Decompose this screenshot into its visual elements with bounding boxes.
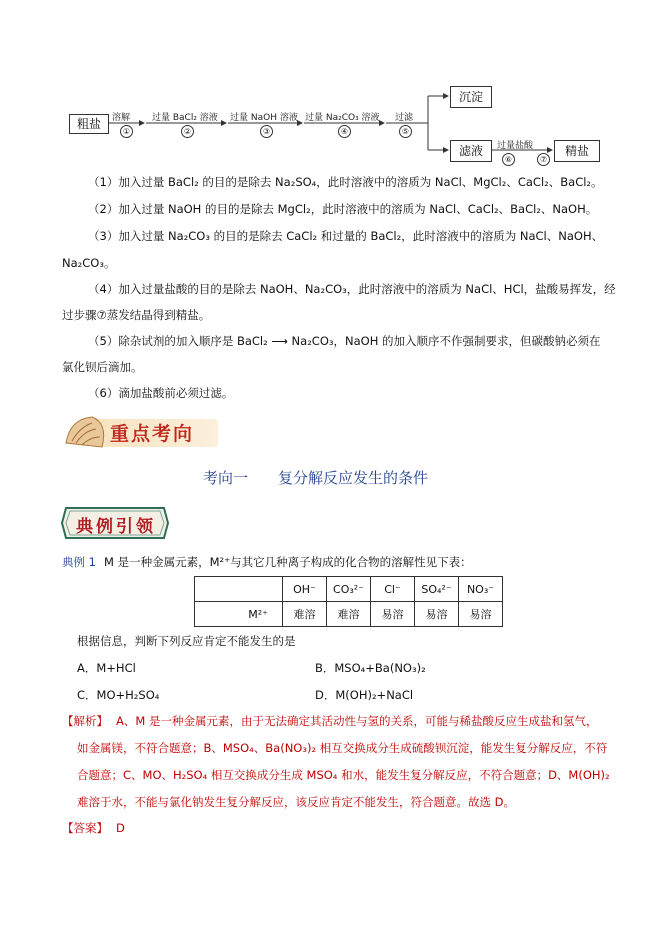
flow-step-1-num: ① bbox=[120, 125, 133, 138]
flow-step-1-label: 溶解 bbox=[112, 113, 131, 123]
answer-tag: 【答案】 bbox=[62, 821, 108, 835]
answer-value: D bbox=[116, 821, 125, 835]
flow-precipitate-box: 沉淀 bbox=[450, 86, 492, 108]
table-cell: 易溶 bbox=[371, 602, 415, 627]
flow-step-5-num: ⑤ bbox=[399, 125, 412, 138]
key-direction-title: 重点考向 bbox=[110, 423, 195, 445]
analysis-tag: 【解析】 bbox=[62, 714, 108, 728]
note-2: （2）加入过量 NaOH 的目的是除去 MgCl₂，此时溶液中的溶质为 NaCl、CaCl₂、BaCl₂、NaOH。 bbox=[88, 202, 598, 216]
example-banner-title: 典例引领 bbox=[76, 517, 156, 537]
flow-step-3-num: ③ bbox=[260, 125, 273, 138]
flow-step-2-label: 过量 BaCl₂ 溶液 bbox=[152, 113, 218, 123]
table-header-row bbox=[195, 577, 503, 602]
option-a: A．M+HCl bbox=[77, 661, 136, 675]
option-d: D．M(OH)₂+NaCl bbox=[315, 688, 414, 702]
example-stem: M 是一种金属元素，M²⁺与其它几种离子构成的化合物的溶解性见下表： bbox=[104, 555, 472, 569]
note-5: （5）除杂试剂的加入顺序是 BaCl₂ ⟶ Na₂CO₃，NaOH 的加入顺序不作强制要求，但碳酸钠必须在 bbox=[88, 334, 601, 348]
table-header-cell: CO₃²⁻ bbox=[327, 577, 371, 602]
section-title: 考向一 复分解反应发生的条件 bbox=[203, 469, 429, 487]
table-header-cell: SO₄²⁻ bbox=[415, 577, 459, 602]
flow-step-4-num: ④ bbox=[338, 125, 351, 138]
note-1: （1）加入过量 BaCl₂ 的目的是除去 Na₂SO₄，此时溶液中的溶质为 NaCl、MgCl₂、CaCl₂、BaCl₂。 bbox=[88, 175, 603, 189]
note-4: （4）加入过量盐酸的目的是除去 NaOH、Na₂CO₃，此时溶液中的溶质为 NaCl、HCl，盐酸易挥发，经 bbox=[88, 282, 616, 296]
table-cell: 难溶 bbox=[283, 602, 327, 627]
note-3-cont: Na₂CO₃。 bbox=[62, 256, 116, 270]
flow-step-2-num: ② bbox=[181, 125, 194, 138]
note-3: （3）加入过量 Na₂CO₃ 的目的是除去 CaCl₂ 和过量的 BaCl₂，此时溶液中的溶质为 NaCl、NaOH、 bbox=[88, 229, 604, 243]
flow-step-5-label: 过滤 bbox=[395, 113, 414, 123]
table-header-cell bbox=[195, 577, 283, 602]
table-row bbox=[195, 602, 503, 627]
table-header-cell: OH⁻ bbox=[283, 577, 327, 602]
analysis-line-4: 难溶于水，不能与氯化钠发生复分解反应，该反应肯定不能发生，符合题意。故选 D。 bbox=[77, 795, 516, 809]
analysis-line-1: A、M 是一种金属元素，由于无法确定其活动性与氢的关系，可能与稀盐酸反应生成盐和氢气， bbox=[116, 714, 598, 728]
flow-lines bbox=[0, 0, 661, 200]
flow-step-3-label: 过量 NaOH 溶液 bbox=[230, 113, 298, 123]
flow-evap-num: ⑦ bbox=[537, 153, 550, 166]
flow-start-box: 粗盐 bbox=[69, 114, 109, 134]
table-cell: M²⁺ bbox=[195, 602, 283, 627]
option-c: C．MO+H₂SO₄ bbox=[77, 688, 160, 702]
table-cell: 难溶 bbox=[327, 602, 371, 627]
example-question: 根据信息，判断下列反应肯定不能发生的是 bbox=[77, 634, 296, 648]
example-banner bbox=[60, 506, 170, 540]
table-cell: 易溶 bbox=[415, 602, 459, 627]
analysis-line-3: 合题意；C、MO、H₂SO₄ 相互交换成分生成 MSO₄ 和水，能发生复分解反应，不符合题意；D、M(OH)₂ bbox=[77, 768, 610, 782]
flow-product-box: 精盐 bbox=[554, 140, 600, 162]
note-5-cont: 氯化钡后滴加。 bbox=[62, 360, 143, 374]
example-label: 典例 1 bbox=[62, 555, 96, 569]
table-header-cell: NO₃⁻ bbox=[459, 577, 503, 602]
flow-hcl-num: ⑥ bbox=[502, 153, 515, 166]
option-b: B．MSO₄+Ba(NO₃)₂ bbox=[315, 661, 426, 675]
note-6: （6）滴加盐酸前必须过滤。 bbox=[88, 386, 234, 400]
table-header-cell: Cl⁻ bbox=[371, 577, 415, 602]
key-direction-banner bbox=[62, 413, 222, 453]
analysis-line-2: 如金属镁，不符合题意；B、MSO₄、Ba(NO₃)₂ 相互交换成分生成硫酸钡沉淀，能发生复分解反应，不符 bbox=[77, 741, 608, 755]
flow-step-4-label: 过量 Na₂CO₃ 溶液 bbox=[305, 113, 380, 123]
table-cell: 易溶 bbox=[459, 602, 503, 627]
solubility-table bbox=[194, 576, 503, 627]
flow-filtrate-box: 滤液 bbox=[450, 140, 492, 162]
flow-hcl-label: 过量盐酸 bbox=[497, 141, 534, 151]
note-4-cont: 过步骤⑦蒸发结晶得到精盐。 bbox=[62, 308, 211, 322]
